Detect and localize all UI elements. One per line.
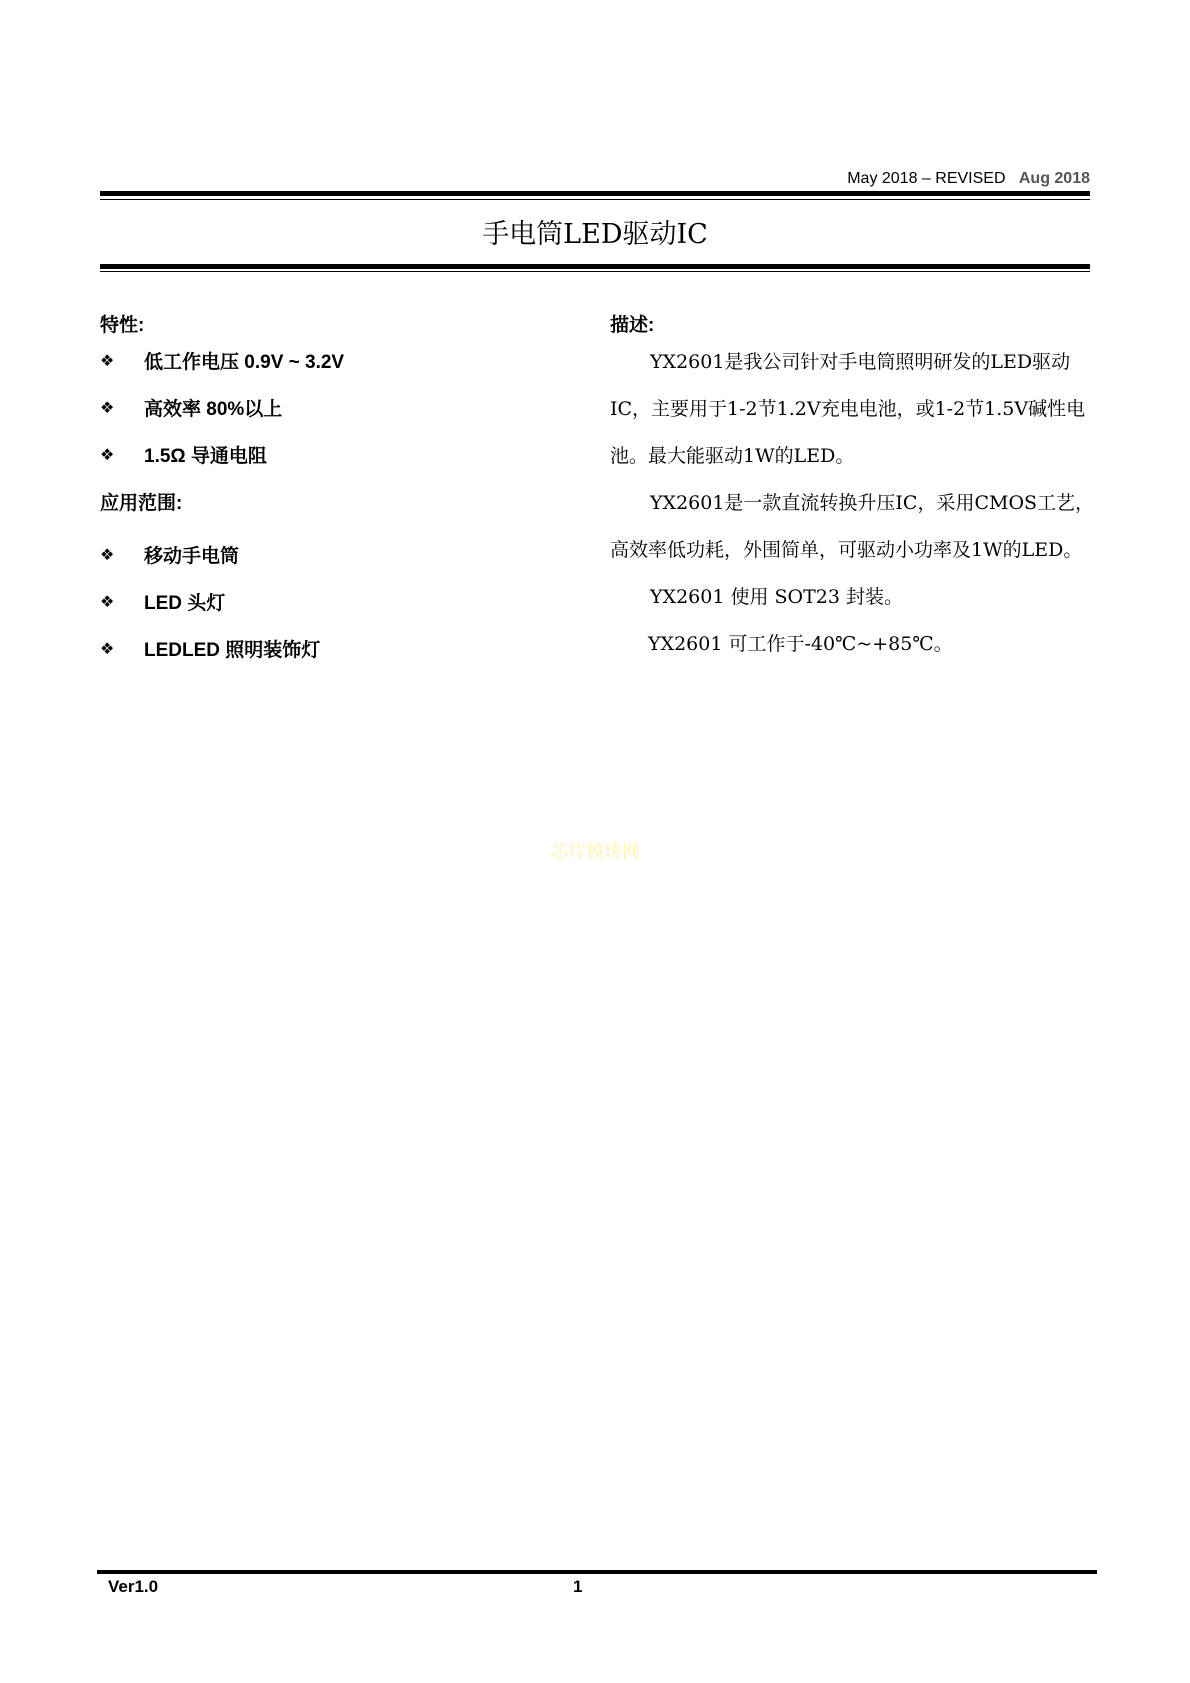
application-item <box>100 635 320 662</box>
applications-heading: 应用范围: <box>100 493 183 514</box>
feature-item-label: 低工作电压 0.9V ~ 3.2V <box>144 352 345 373</box>
header-rule-thick <box>100 191 1090 196</box>
feature-item <box>100 441 267 468</box>
description-line: YX2601 可工作于-40℃~+85℃。 <box>648 633 953 655</box>
page-title: 手电筒LED驱动IC <box>482 219 708 250</box>
description-line: YX2601 使用 SOT23 封装。 <box>650 586 903 608</box>
description-line: YX2601是我公司针对手电筒照明研发的LED驱动 <box>650 351 1071 373</box>
description-line: 高效率低功耗，外围简单，可驱动小功率及1W的LED。 <box>610 539 1083 561</box>
title-rule-thin <box>100 271 1090 272</box>
feature-item <box>100 347 344 374</box>
description-line: 池。最大能驱动1W的LED。 <box>610 445 855 467</box>
header-revised-date: Aug 2018 <box>1018 170 1090 187</box>
title-rule-thick <box>100 264 1090 269</box>
diamond-bullet-icon: ❖ <box>100 446 115 464</box>
watermark-text: 芯片模块网 <box>550 842 640 862</box>
header-date <box>847 170 1090 188</box>
header-rule-thin <box>100 199 1090 200</box>
application-item-label: 移动手电筒 <box>144 546 240 567</box>
application-item <box>100 541 239 568</box>
feature-item-label: 1.5Ω 导通电阻 <box>144 446 267 467</box>
features-heading: 特性: <box>100 315 145 336</box>
diamond-bullet-icon: ❖ <box>100 352 115 370</box>
diamond-bullet-icon: ❖ <box>100 593 115 611</box>
diamond-bullet-icon: ❖ <box>100 546 115 564</box>
application-item-label: LED 头灯 <box>144 593 226 614</box>
feature-item <box>100 394 282 421</box>
header-date-prefix: May 2018 – REVISED <box>847 170 1006 187</box>
footer-page-number: 1 <box>573 1577 583 1596</box>
diamond-bullet-icon: ❖ <box>100 399 115 417</box>
application-item <box>100 588 225 615</box>
footer-version: Ver1.0 <box>108 1577 159 1596</box>
description-line: YX2601是一款直流转换升压IC，采用CMOS工艺， <box>650 492 1095 514</box>
diamond-bullet-icon: ❖ <box>100 640 115 658</box>
description-line: IC，主要用于1-2节1.2V充电电池，或1-2节1.5V碱性电 <box>610 398 1086 420</box>
footer-rule <box>97 1570 1097 1574</box>
application-item-label: LEDLED 照明装饰灯 <box>144 640 321 661</box>
description-heading: 描述: <box>610 315 655 336</box>
feature-item-label: 高效率 80%以上 <box>144 399 283 420</box>
